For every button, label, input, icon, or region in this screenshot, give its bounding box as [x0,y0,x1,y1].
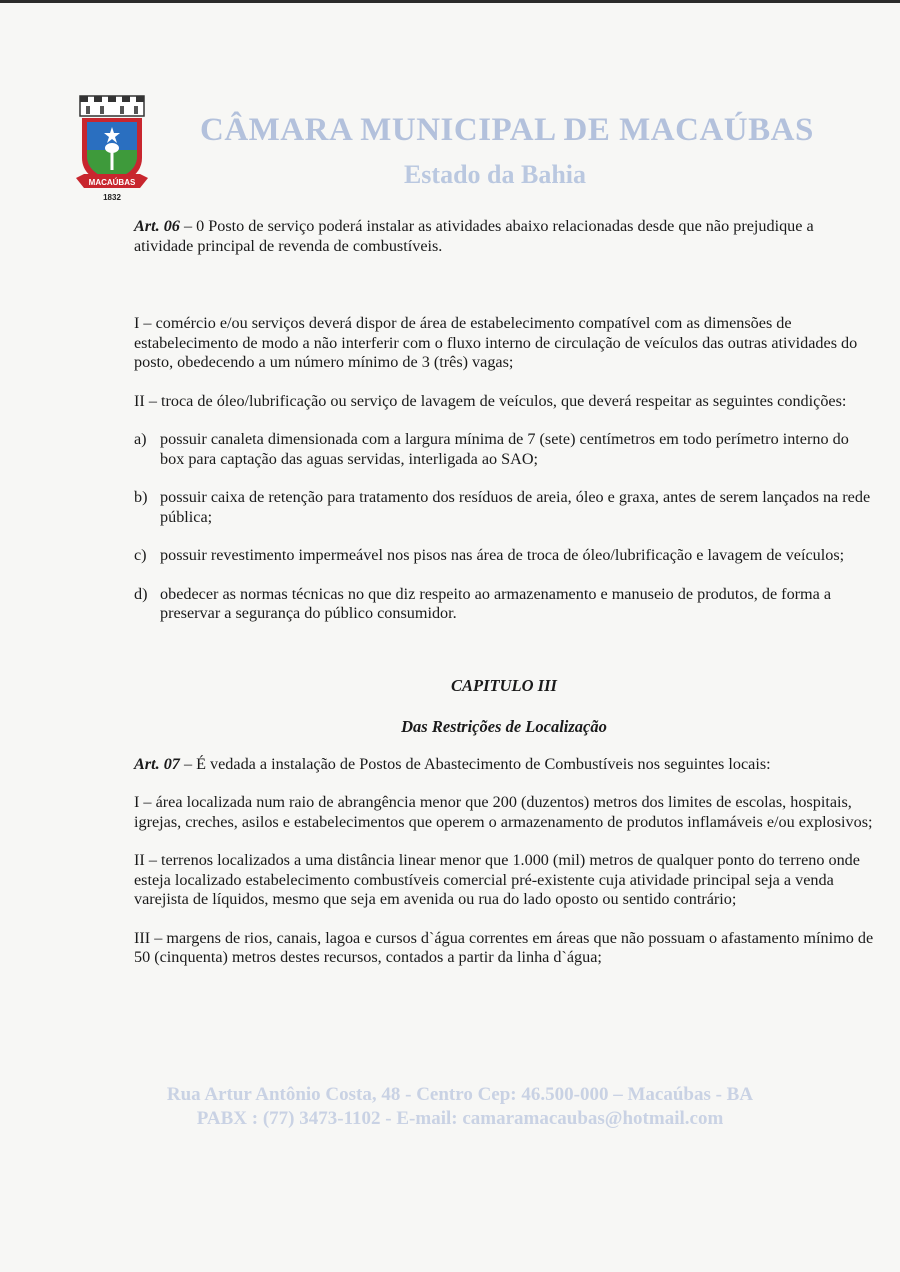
article-06 [134,217,874,256]
document-body [134,217,874,968]
crest-banner-text: MACAÚBAS [88,178,136,187]
list-item [134,488,874,527]
chapter-title: CAPITULO III [451,675,557,695]
state-subtitle: Estado da Bahia [403,160,587,189]
council-title: CÂMARA MUNICIPAL DE MACAÚBAS [200,112,814,148]
article-07-text: – É vedada a instalação de Postos de Abastecimento de Combustíveis nos seguintes locais: [179,754,771,773]
list-letter: a) [134,430,147,448]
article-07-label: Art. 07 [134,754,180,773]
list-text: possuir canaleta dimensionada com a largura mínima de 7 (sete) centímetros em todo perímetro interno do box para captação das aguas servidas, interligada ao SAO; [160,430,849,468]
chapter-subtitle: Das Restrições de Localização [401,717,607,736]
list-text: possuir revestimento impermeável nos pisos nas área de troca de óleo/lubrificação e lavagem de veículos; [160,546,845,564]
article-06-label: Art. 06 [134,217,180,235]
list-item [134,430,874,469]
list-text: obedecer as normas técnicas no que diz respeito ao armazenamento e manuseio de produtos, de forma a preservar a segurança do público consumidor. [160,584,832,622]
municipal-crest-logo [76,94,148,206]
list-item [134,585,874,624]
list-item [134,546,874,566]
item-i: I – comércio e/ou serviços deverá dispor de área de estabelecimento compatível com as dimensões de estabelecimento de modo a não interferir com o fluxo interno de circulação de veículos das outras atividades do posto, obedecendo a um número mínimo de 3 (três) vagas; [134,314,858,371]
list-text: possuir caixa de retenção para tratamento dos resíduos de areia, óleo e graxa, antes de serem lançados na rede pública; [160,488,871,526]
article-07-item: III – margens de rios, canais, lagoa e cursos d`água correntes em áreas que não possuam o afastamento mínimo de 50 (cinquenta) metros destes recursos, contados a partir da linha d`água; [134,928,874,966]
article-06-text: – 0 Posto de serviço poderá instalar as atividades abaixo relacionadas desde que não prejudique a atividade principal de revenda de combustíveis. [134,217,814,255]
list-letter: d) [134,584,148,603]
list-letter: b) [134,488,148,506]
item-ii: II – troca de óleo/lubrificação ou serviço de lavagem de veículos, que deverá respeitar as seguintes condições: [134,391,847,410]
crest-year: 1832 [103,193,121,202]
footer-address: Rua Artur Antônio Costa, 48 - Centro Cep: 46.500-000 – Macaúbas - BA [166,1084,754,1105]
article-07-item: II – terrenos localizados a uma distância linear menor que 1.000 (mil) metros de qualquer ponto do terreno onde esteja localizado estabelecimento combustíveis comercial pré-existente cuja atividade principal seja a venda varejista de líquidos, mesmo que seja em avenida ou rua do lado oposto ou sentido contrário; [134,851,860,908]
footer-contact: PABX : (77) 3473-1102 - E-mail: camaramacaubas@hotmail.com [196,1108,724,1129]
article-07-item: I – área localizada num raio de abrangência menor que 200 (duzentos) metros dos limites de escolas, hospitais, igrejas, creches, asilos e estabelecimentos que operem o armazenamento de produtos inflamáveis e/ou explosivos; [134,793,873,831]
list-letter: c) [134,546,147,564]
article-07 [134,755,874,775]
